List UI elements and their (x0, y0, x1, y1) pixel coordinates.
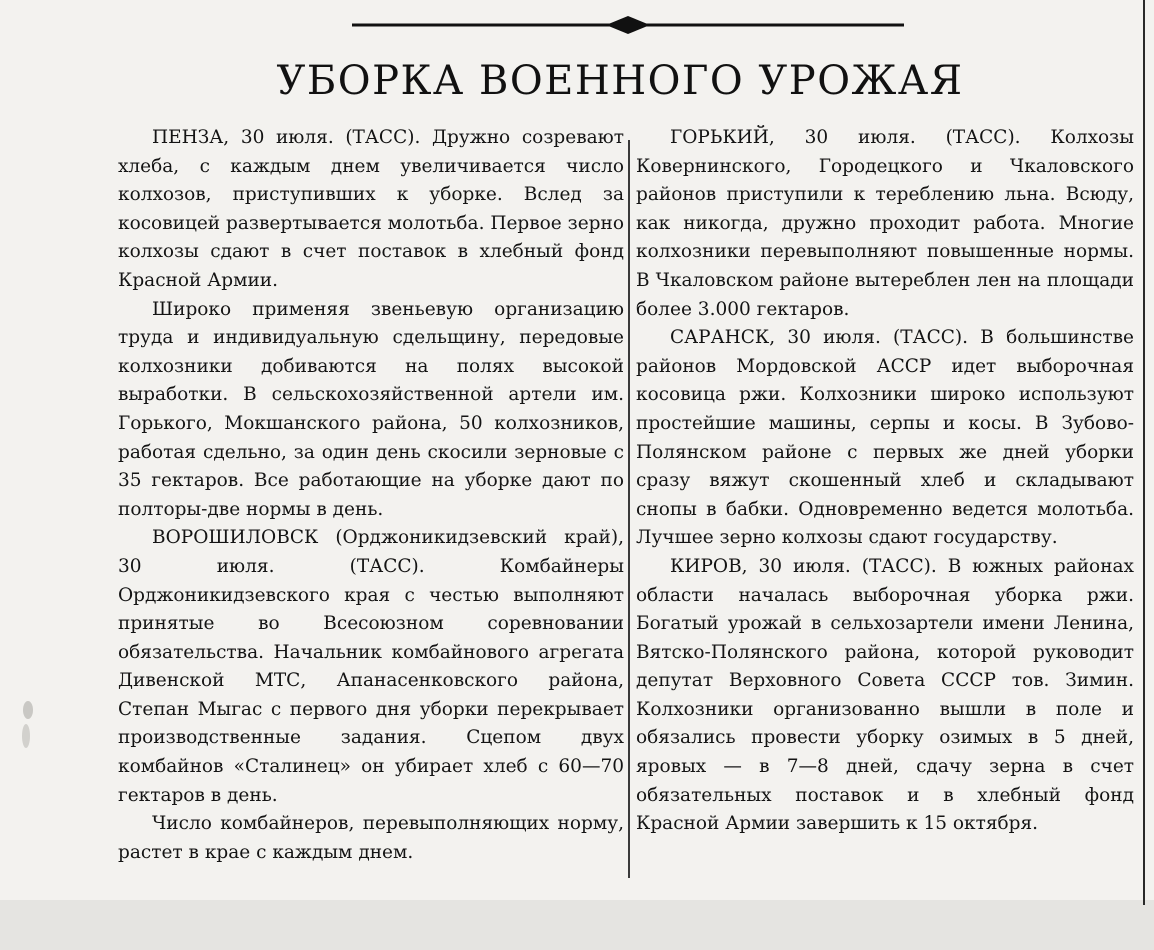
column-divider (628, 140, 630, 878)
ink-smudge-icon (14, 690, 42, 760)
page-lower-margin (0, 900, 1154, 950)
right-column (636, 124, 1134, 839)
report-penza: ПЕНЗА, 30 июля. (ТАСС). Дружно созревают хлеба, с каждым днем увеличивается число колхозов, приступивших к уборке. Вслед за косовицей развертывается молотьба. Первое зерно колхозы сдают в счет поставок в хлебный фонд Красной Армии. (118, 127, 624, 291)
headline: УБОРКА ВОЕННОГО УРОЖАЯ (276, 58, 964, 104)
report-penza-continued: Широко применяя звеньевую организацию труда и индивидуальную сдельщину, передовые колхозники добиваются на полях высокой выработки. В сельскохозяйственной артели им. Горького, Мокшанского района, 50 колхозников, работая сдельно, за один день скосили зерновые с 35 гектаров. Все работающие на уборке дают по полторы-две нормы в день. (118, 298, 624, 520)
report-voroshilovsk-continued: Число комбайнеров, перевыполняющих норму, растет в крае с каждым днем. (118, 813, 624, 863)
diamond-rule-icon (352, 14, 904, 36)
report-gorky: ГОРЬКИЙ, 30 июля. (ТАСС). Колхозы Ковернинского, Городецкого и Чкаловского районов приступили к тереблению льна. Всюду, как никогда, дружно проходит работа. Многие колхозники перевыполняют повышенные нормы. В Чкаловском районе вытереблен лен на площади более 3.000 гектаров. (636, 127, 1134, 320)
report-saransk: САРАНСК, 30 июля. (ТАСС). В большинстве районов Мордовской АССР идет выборочная косовица ржи. Колхозники широко используют простейшие машины, серпы и косы. В Зубово-Полянском районе с первых же дней уборки сразу вяжут скошенный хлеб и складывают снопы в бабки. Одновременно ведется молотьба. Лучшее зерно колхозы сдают государству. (636, 327, 1134, 549)
report-voroshilovsk: ВОРОШИЛОВСК (Орджоникидзевский край), 30 июля. (ТАСС). Комбайнеры Орджоникидзевского края с честью выполняют принятые во Всесоюзном соревновании обязательства. Начальник комбайнового агрегата Дивенской МТС, Апанасенковского района, Степан Мыгас с первого дня уборки перекрывает производственные задания. Сцепом двух комбайнов «Сталинец» он убирает хлеб с 60—70 гектаров в день. (118, 527, 624, 806)
report-kirov: КИРОВ, 30 июля. (ТАСС). В южных районах области началась выборочная уборка ржи. Богатый урожай в сельхозартели имени Ленина, Вятско-Полянского района, которой руководит депутат Верховного Совета СССР тов. Зимин. Колхозники организованно вышли в поле и обязались провести уборку озимых в 5 дней, яровых — в 7—8 дней, сдачу зерна в счет обязательных поставок и в хлебный фонд Красной Армии завершить к 15 октября. (636, 555, 1134, 835)
left-column (118, 124, 624, 867)
page-edge-rule (1143, 0, 1145, 905)
